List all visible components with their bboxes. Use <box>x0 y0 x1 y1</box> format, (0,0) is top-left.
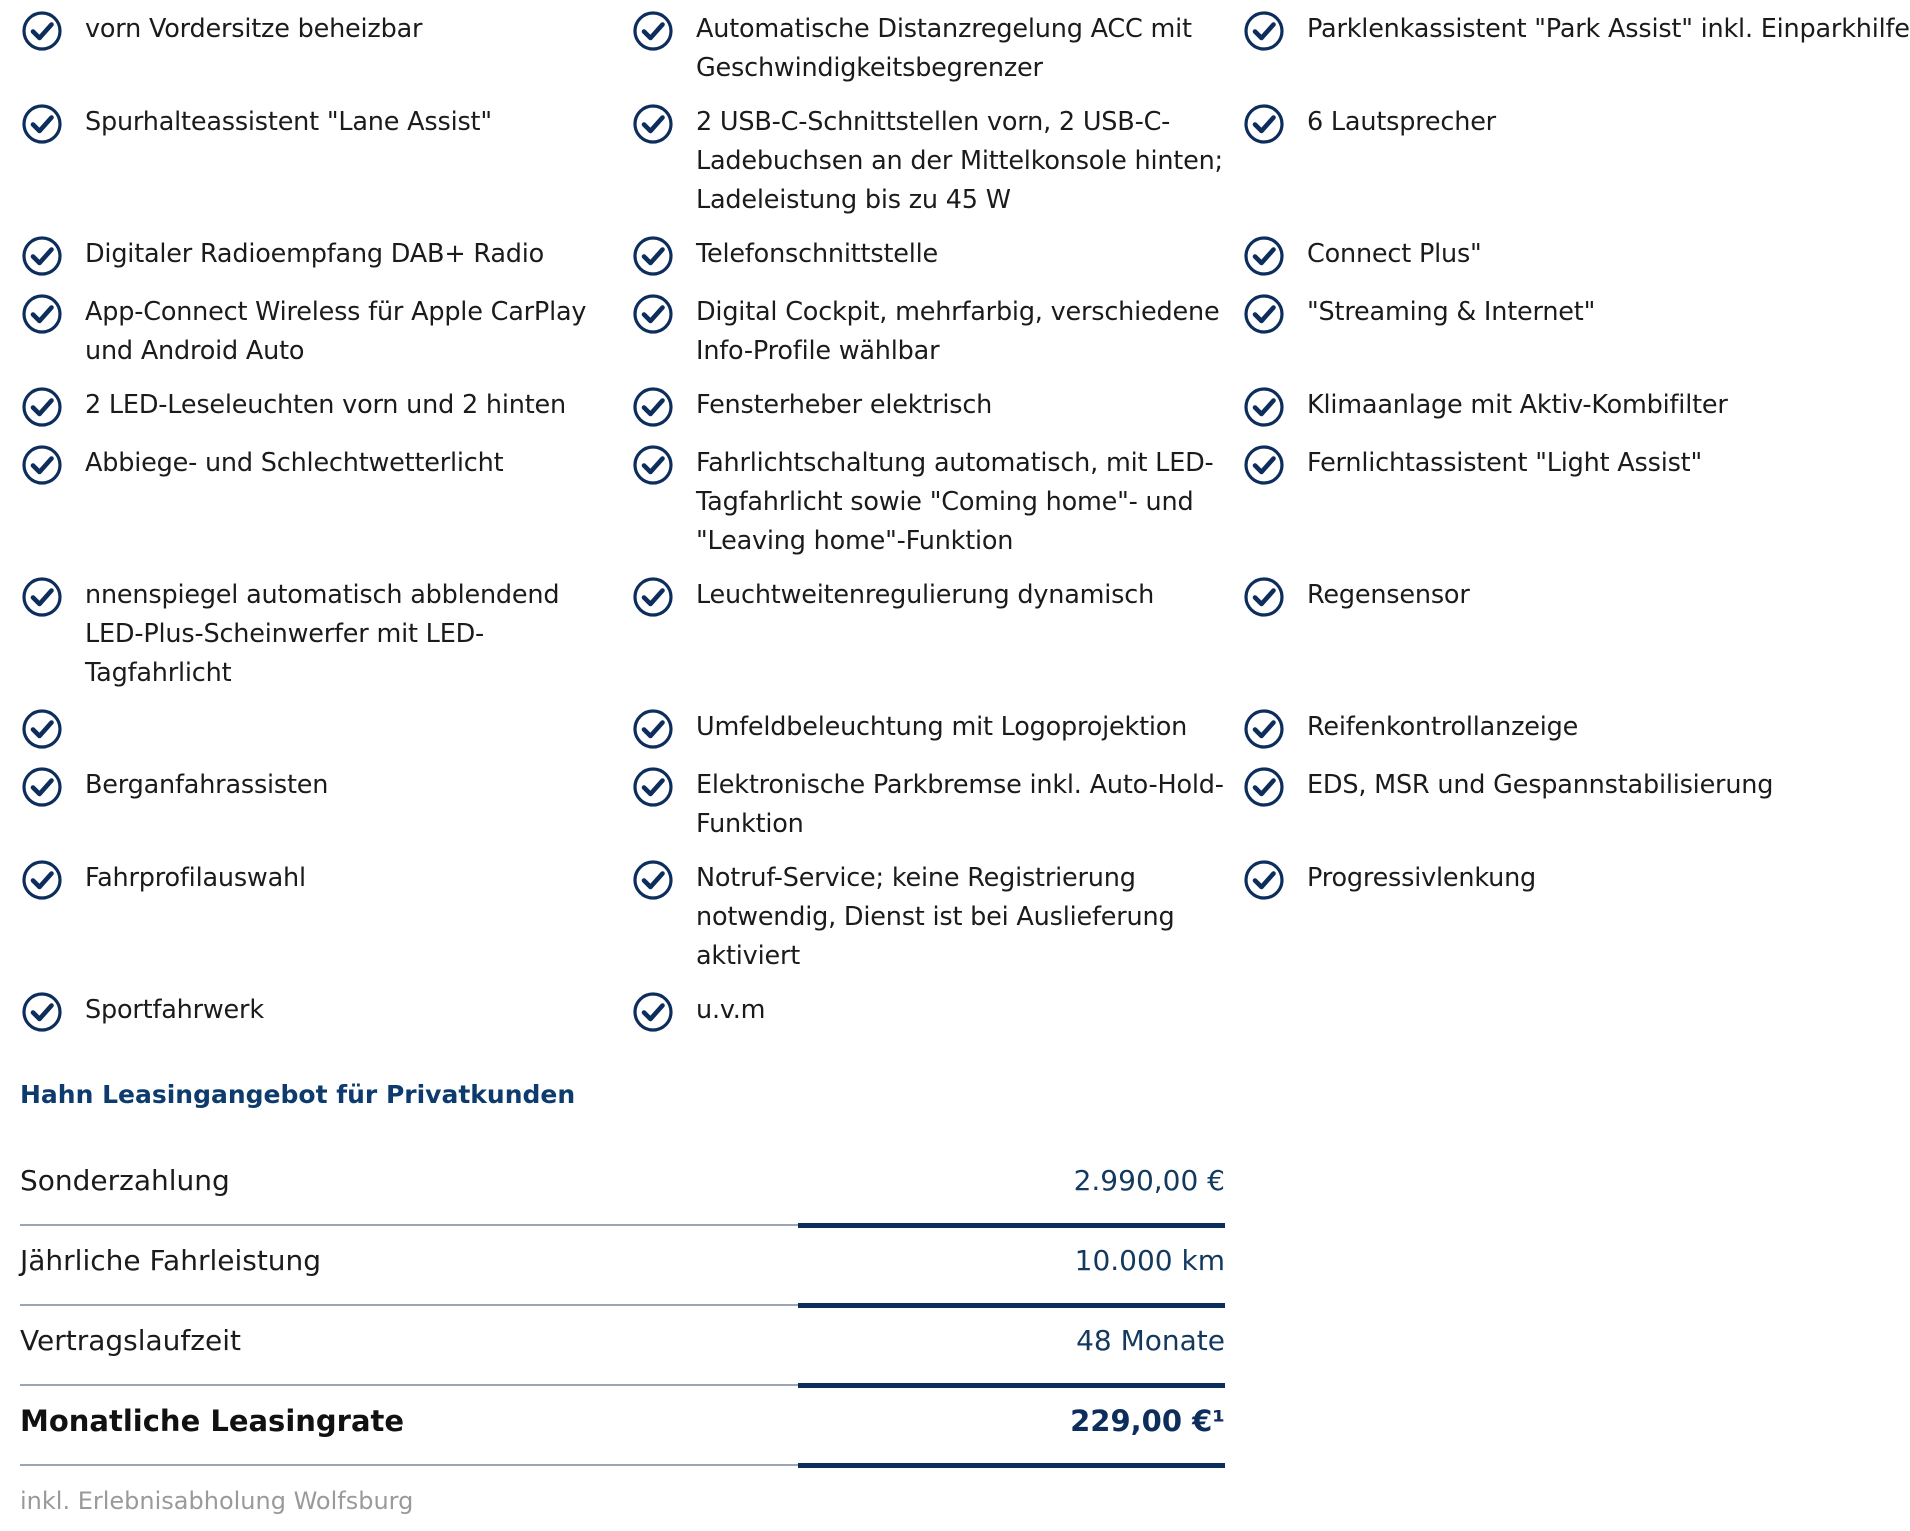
feature-label: vorn Vordersitze beheizbar <box>85 14 423 44</box>
check-circle-icon <box>631 575 675 619</box>
leasing-table <box>20 1146 1225 1466</box>
feature-item <box>631 444 1242 576</box>
check-circle-icon <box>1242 765 1286 809</box>
feature-label: 6 Lautsprecher <box>1307 107 1496 137</box>
feature-item <box>1242 235 1750 293</box>
check-circle-icon <box>20 102 64 146</box>
check-circle-icon <box>20 443 64 487</box>
check-circle-icon <box>1242 234 1286 278</box>
feature-item <box>1242 576 1750 708</box>
feature-item <box>20 766 631 859</box>
feature-label: Spurhalteassistent "Lane Assist" <box>85 107 492 137</box>
feature-item <box>20 991 631 1049</box>
leasing-row-value: 10.000 km <box>1074 1244 1225 1277</box>
leasing-row-label: Sonderzahlung <box>20 1164 230 1197</box>
feature-item <box>631 859 1242 991</box>
feature-label: Fahrlichtschaltung automatisch, mit LED-Tagfahrlicht sowie "Coming home"- und "Leaving home"-Funktion <box>696 448 1214 556</box>
leasing-row <box>20 1146 1225 1226</box>
feature-label: Reifenkontrollanzeige <box>1307 712 1579 742</box>
check-circle-icon <box>20 9 64 53</box>
feature-item <box>1242 766 1774 859</box>
leasing-row <box>20 1306 1225 1386</box>
check-circle-icon <box>20 707 64 751</box>
feature-label: Connect Plus" <box>1307 239 1482 269</box>
feature-label: Progressivlenkung <box>1307 863 1537 893</box>
feature-label: Berganfahrassisten <box>85 770 329 800</box>
feature-item <box>631 991 1242 1049</box>
feature-label: Notruf-Service; keine Registrierung notwendig, Dienst ist bei Auslieferung aktiviert <box>696 863 1175 971</box>
feature-item <box>20 576 631 708</box>
check-circle-icon <box>631 9 675 53</box>
feature-item <box>631 10 1242 103</box>
leasing-row-value: 229,00 €¹ <box>1070 1404 1225 1438</box>
check-circle-icon <box>20 765 64 809</box>
feature-item <box>631 293 1242 386</box>
feature-item <box>20 293 631 386</box>
offer-footnote: inkl. Erlebnisabholung Wolfsburg <box>20 1487 414 1515</box>
feature-label: Fahrprofilauswahl <box>85 863 306 893</box>
feature-label: Digitaler Radioempfang DAB+ Radio <box>85 239 545 269</box>
feature-item <box>631 386 1242 444</box>
feature-item <box>20 10 631 103</box>
check-circle-icon <box>20 858 64 902</box>
check-circle-icon <box>1242 575 1286 619</box>
feature-item <box>20 708 631 766</box>
check-circle-icon <box>631 292 675 336</box>
check-circle-icon <box>1242 385 1286 429</box>
feature-item <box>631 766 1242 859</box>
check-circle-icon <box>20 234 64 278</box>
value-underline <box>798 1463 1225 1468</box>
offer-title: Hahn Leasingangebot für Privatkunden <box>20 1080 576 1109</box>
check-circle-icon <box>1242 102 1286 146</box>
check-circle-icon <box>1242 858 1286 902</box>
feature-label: Regensensor <box>1307 580 1470 610</box>
check-circle-icon <box>631 102 675 146</box>
leasing-row-label: Vertragslaufzeit <box>20 1324 241 1357</box>
check-circle-icon <box>631 234 675 278</box>
feature-label: Fensterheber elektrisch <box>696 390 993 420</box>
feature-item <box>1242 10 1910 103</box>
feature-item <box>20 235 631 293</box>
feature-label: Abbiege- und Schlechtwetterlicht <box>85 448 504 478</box>
feature-item <box>20 103 631 235</box>
feature-label: App-Connect Wireless für Apple CarPlay und Android Auto <box>85 297 587 366</box>
check-circle-icon <box>631 990 675 1034</box>
feature-label: EDS, MSR und Gespannstabilisierung <box>1307 770 1774 800</box>
leasing-row-label: Monatliche Leasingrate <box>20 1404 405 1438</box>
feature-item <box>20 444 631 576</box>
check-circle-icon <box>631 385 675 429</box>
check-circle-icon <box>631 443 675 487</box>
feature-item <box>631 103 1242 235</box>
feature-item <box>631 576 1242 708</box>
check-circle-icon <box>1242 9 1286 53</box>
check-circle-icon <box>20 575 64 619</box>
feature-item <box>631 708 1242 766</box>
check-circle-icon <box>1242 443 1286 487</box>
feature-label: 2 USB-C-Schnittstellen vorn, 2 USB-C-Ladebuchsen an der Mittelkonsole hinten; Ladeleistung bis zu 45 W <box>696 107 1223 215</box>
feature-label: Leuchtweitenregulierung dynamisch <box>696 580 1155 610</box>
feature-item <box>1242 386 1750 444</box>
feature-item <box>1242 103 1750 235</box>
feature-label: Parklenkassistent "Park Assist" inkl. Einparkhilfe <box>1307 14 1910 44</box>
feature-item <box>20 386 631 444</box>
feature-list <box>20 10 1910 1049</box>
leasing-row-value: 48 Monate <box>1076 1324 1225 1357</box>
feature-label: Fernlichtassistent "Light Assist" <box>1307 448 1703 478</box>
feature-item <box>1242 444 1750 576</box>
feature-label: Umfeldbeleuchtung mit Logoprojektion <box>696 712 1188 742</box>
check-circle-icon <box>20 292 64 336</box>
feature-label: 2 LED-Leseleuchten vorn und 2 hinten <box>85 390 566 420</box>
feature-empty-cell <box>1242 991 1750 1049</box>
feature-label: "Streaming & Internet" <box>1307 297 1596 327</box>
feature-label: Klimaanlage mit Aktiv-Kombifilter <box>1307 390 1728 420</box>
feature-item <box>1242 293 1750 386</box>
leasing-row <box>20 1386 1225 1466</box>
leasing-row-label: Jährliche Fahrleistung <box>20 1244 322 1277</box>
feature-label: Automatische Distanzregelung ACC mit Geschwindigkeitsbegrenzer <box>696 14 1192 83</box>
feature-item <box>631 235 1242 293</box>
feature-label: Telefonschnittstelle <box>696 239 938 269</box>
check-circle-icon <box>1242 707 1286 751</box>
feature-label: Elektronische Parkbremse inkl. Auto-Hold-Funktion <box>696 770 1224 839</box>
feature-item <box>1242 708 1750 766</box>
leasing-row-value: 2.990,00 € <box>1073 1164 1225 1197</box>
check-circle-icon <box>631 858 675 902</box>
leasing-row <box>20 1226 1225 1306</box>
feature-label: nnenspiegel automatisch abblendend LED-Plus-Scheinwerfer mit LED-Tagfahrlicht <box>85 580 560 688</box>
check-circle-icon <box>20 385 64 429</box>
check-circle-icon <box>631 765 675 809</box>
feature-label: u.v.m <box>696 995 766 1025</box>
check-circle-icon <box>1242 292 1286 336</box>
check-circle-icon <box>631 707 675 751</box>
check-circle-icon <box>20 990 64 1034</box>
feature-item <box>20 859 631 991</box>
feature-label: Digital Cockpit, mehrfarbig, verschiedene Info-Profile wählbar <box>696 297 1220 366</box>
feature-item <box>1242 859 1750 991</box>
feature-label: Sportfahrwerk <box>85 995 264 1025</box>
